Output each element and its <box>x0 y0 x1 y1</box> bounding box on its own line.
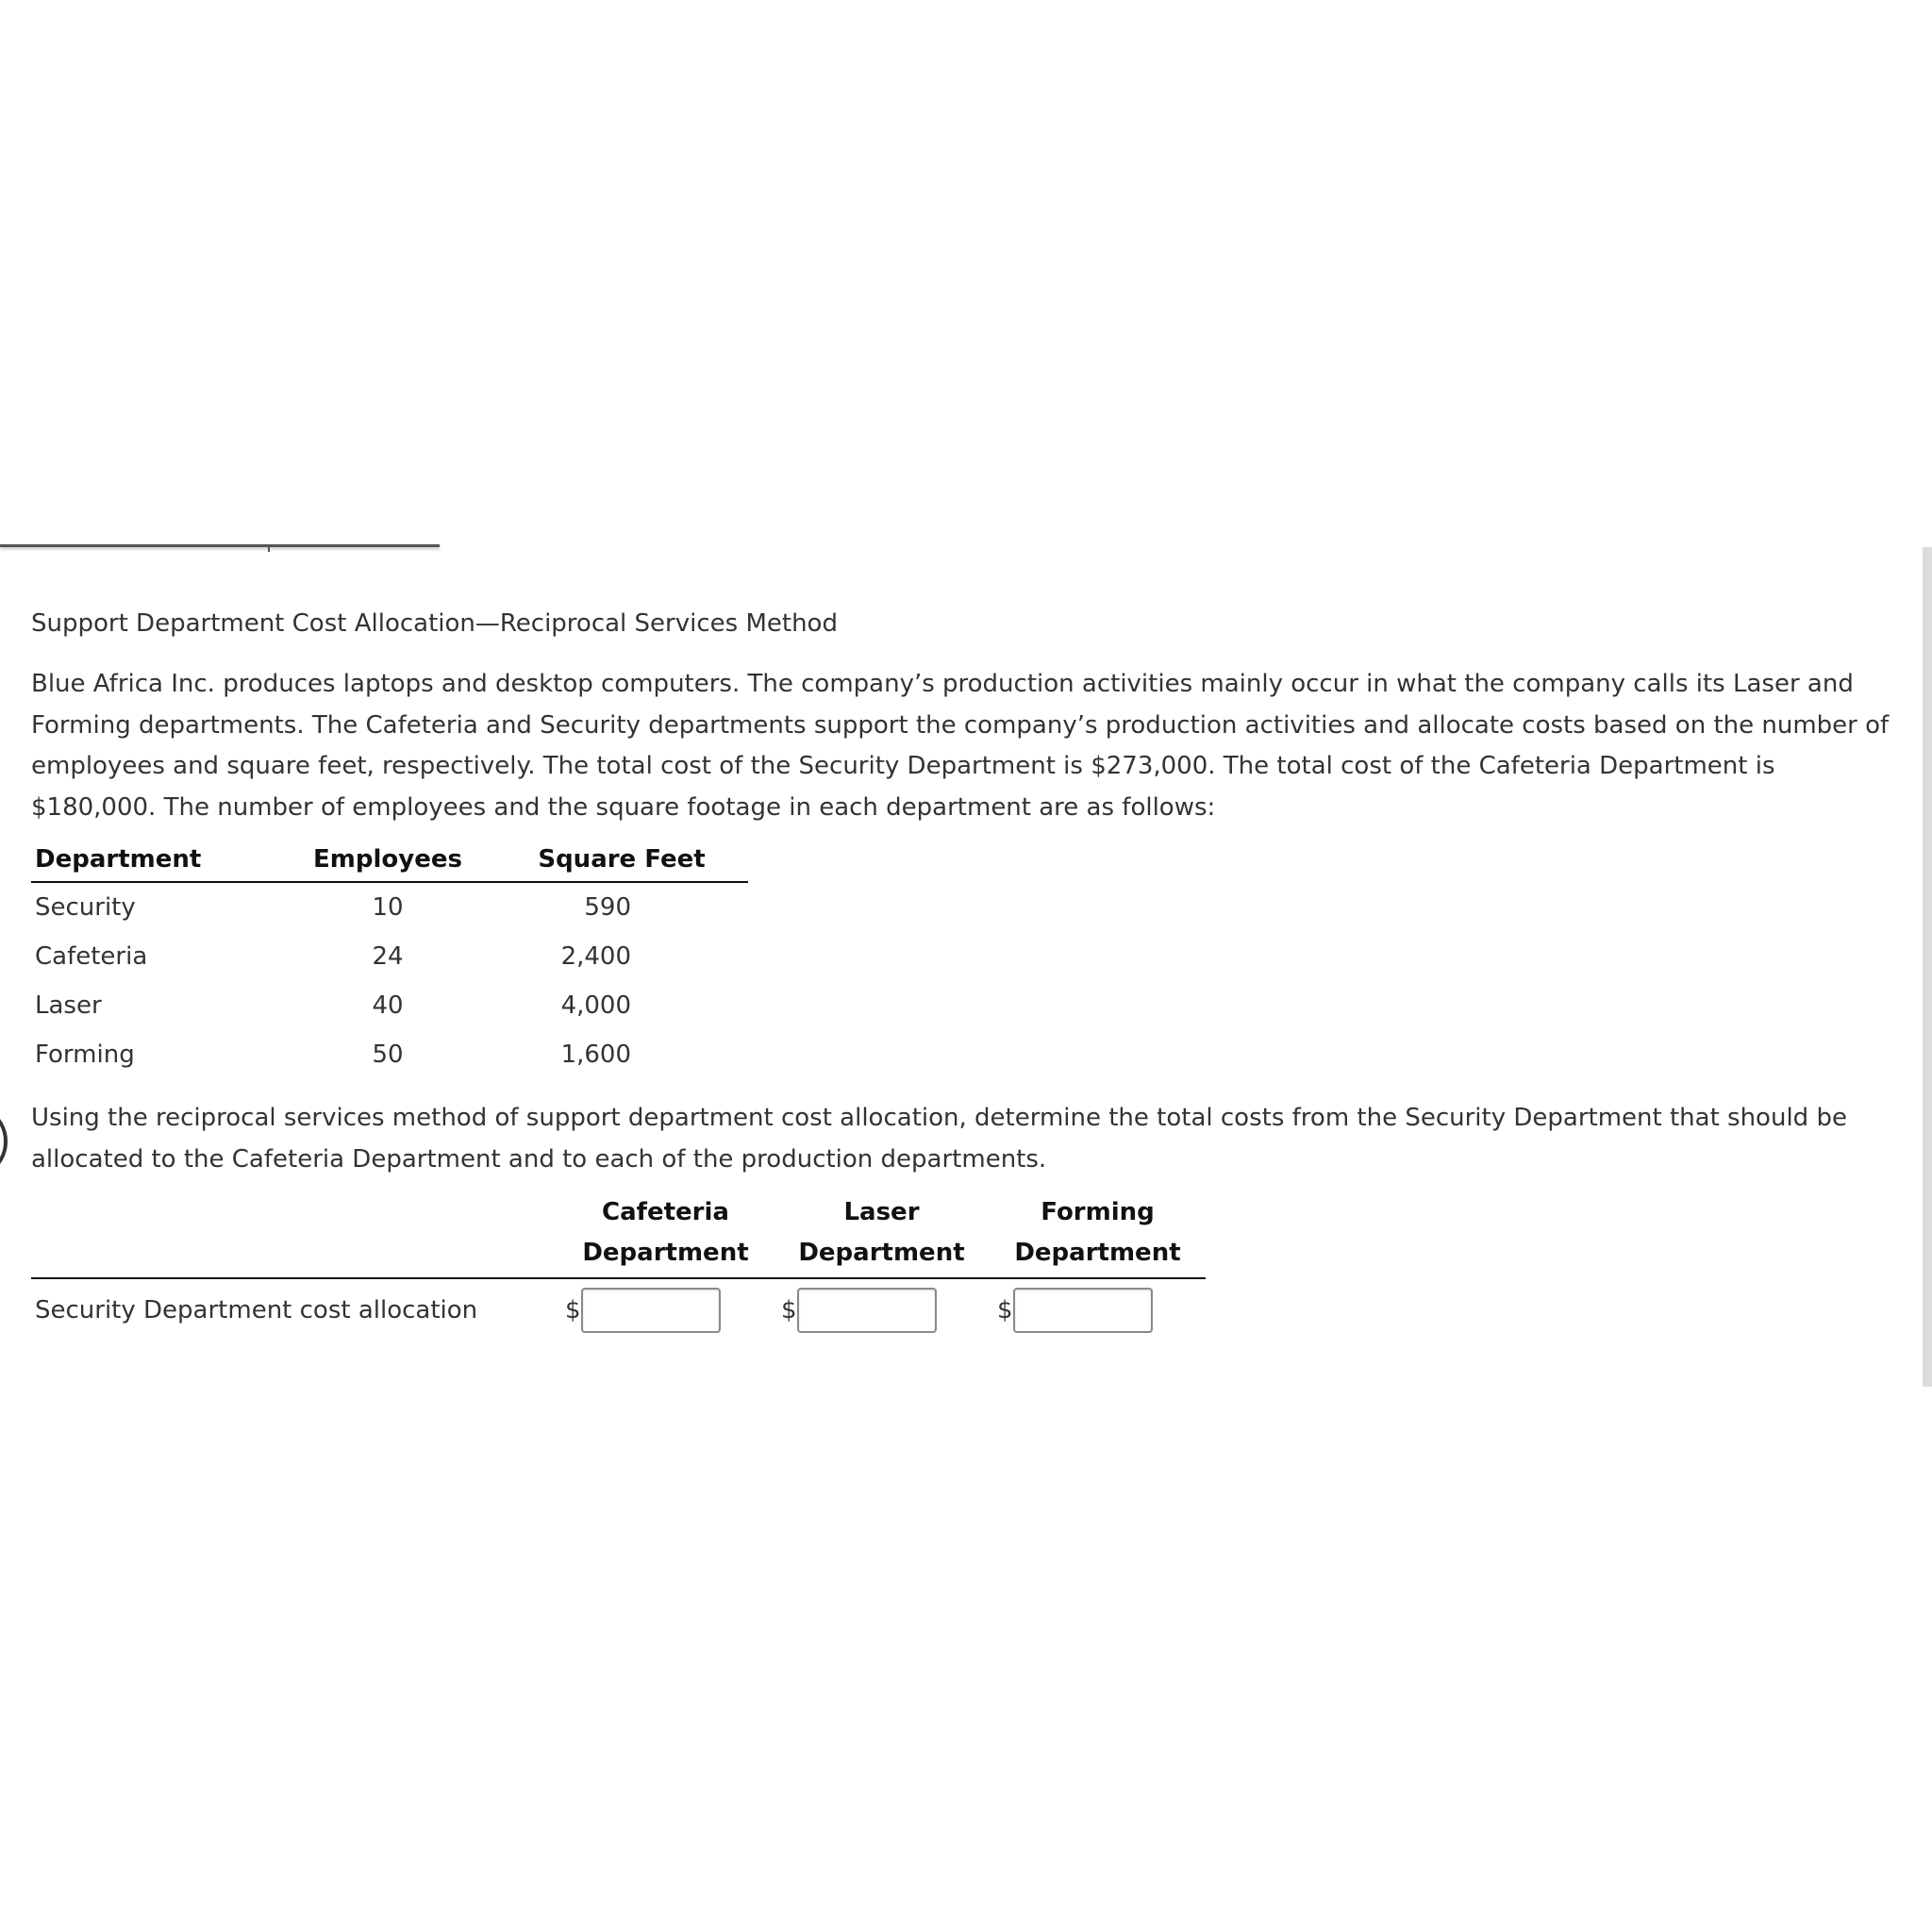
problem-title: Support Department Cost Allocation—Reciprocal Services Method <box>31 609 838 638</box>
allocation-header-row <box>31 1189 1206 1278</box>
allocation-row <box>31 1278 1206 1341</box>
row-square-feet: 1,600 <box>560 1041 631 1069</box>
top-divider <box>0 544 440 547</box>
row-department: Cafeteria <box>35 942 148 971</box>
row-square-feet: 2,400 <box>560 942 631 971</box>
department-data-table <box>31 841 748 1079</box>
header-employees: Employees <box>280 841 491 882</box>
header-forming-department <box>990 1189 1206 1278</box>
forming-amount-cell <box>990 1278 1206 1341</box>
allocation-answer-table <box>31 1189 1206 1341</box>
header-laser-line1: Laser <box>843 1198 920 1226</box>
laser-amount-cell <box>774 1278 990 1341</box>
table-row <box>31 882 748 932</box>
top-divider-tick <box>268 547 270 552</box>
row-employees: 40 <box>372 991 404 1020</box>
row-employees: 24 <box>372 942 404 971</box>
left-edge-circle-icon <box>0 1104 8 1179</box>
cafeteria-allocation-input[interactable] <box>581 1288 721 1333</box>
table-row <box>31 1030 748 1079</box>
cafeteria-amount-cell <box>558 1278 774 1341</box>
header-square-feet: Square Feet <box>491 841 748 882</box>
currency-symbol: $ <box>565 1296 581 1324</box>
currency-symbol: $ <box>781 1296 797 1324</box>
header-cafeteria-line2: Department <box>582 1239 749 1267</box>
currency-symbol: $ <box>997 1296 1013 1324</box>
row-department: Laser <box>35 991 102 1020</box>
table-row <box>31 981 748 1030</box>
table-row <box>31 932 748 981</box>
header-blank <box>31 1189 558 1278</box>
problem-intro: Blue Africa Inc. produces laptops and desktop computers. The company’s production activities mainly occur in what the company calls its Laser and Forming departments. The Cafeteria and Security departments support the company’s production activities and allocate costs based on the number of employees and square feet, respectively. The total cost of the Security Department is $273,000. The total cost of the Cafeteria Department is $180,000. The number of employees and the square footage in each department are as follows: <box>31 670 1890 822</box>
header-laser-line2: Department <box>798 1239 965 1267</box>
header-forming-line1: Forming <box>1041 1198 1155 1226</box>
header-department: Department <box>31 841 280 882</box>
header-cafeteria-line1: Cafeteria <box>602 1198 729 1226</box>
row-employees: 10 <box>372 893 404 922</box>
scrollbar[interactable] <box>1923 547 1932 1387</box>
row-department: Security <box>35 893 136 922</box>
header-forming-line2: Department <box>1014 1239 1181 1267</box>
forming-allocation-input[interactable] <box>1013 1288 1153 1333</box>
laser-allocation-input[interactable] <box>797 1288 937 1333</box>
table-header-row <box>31 841 748 882</box>
row-employees: 50 <box>372 1041 404 1069</box>
row-square-feet: 590 <box>584 893 631 922</box>
row-square-feet: 4,000 <box>560 991 631 1020</box>
allocation-row-label: Security Department cost allocation <box>35 1296 478 1324</box>
header-laser-department <box>774 1189 990 1278</box>
row-department: Forming <box>35 1041 135 1069</box>
header-cafeteria-department <box>558 1189 774 1278</box>
problem-question: Using the reciprocal services method of support department cost allocation, determine the total costs from the Security Department that should be allocated to the Cafeteria Department and to each of the production departments. <box>31 1104 1847 1174</box>
